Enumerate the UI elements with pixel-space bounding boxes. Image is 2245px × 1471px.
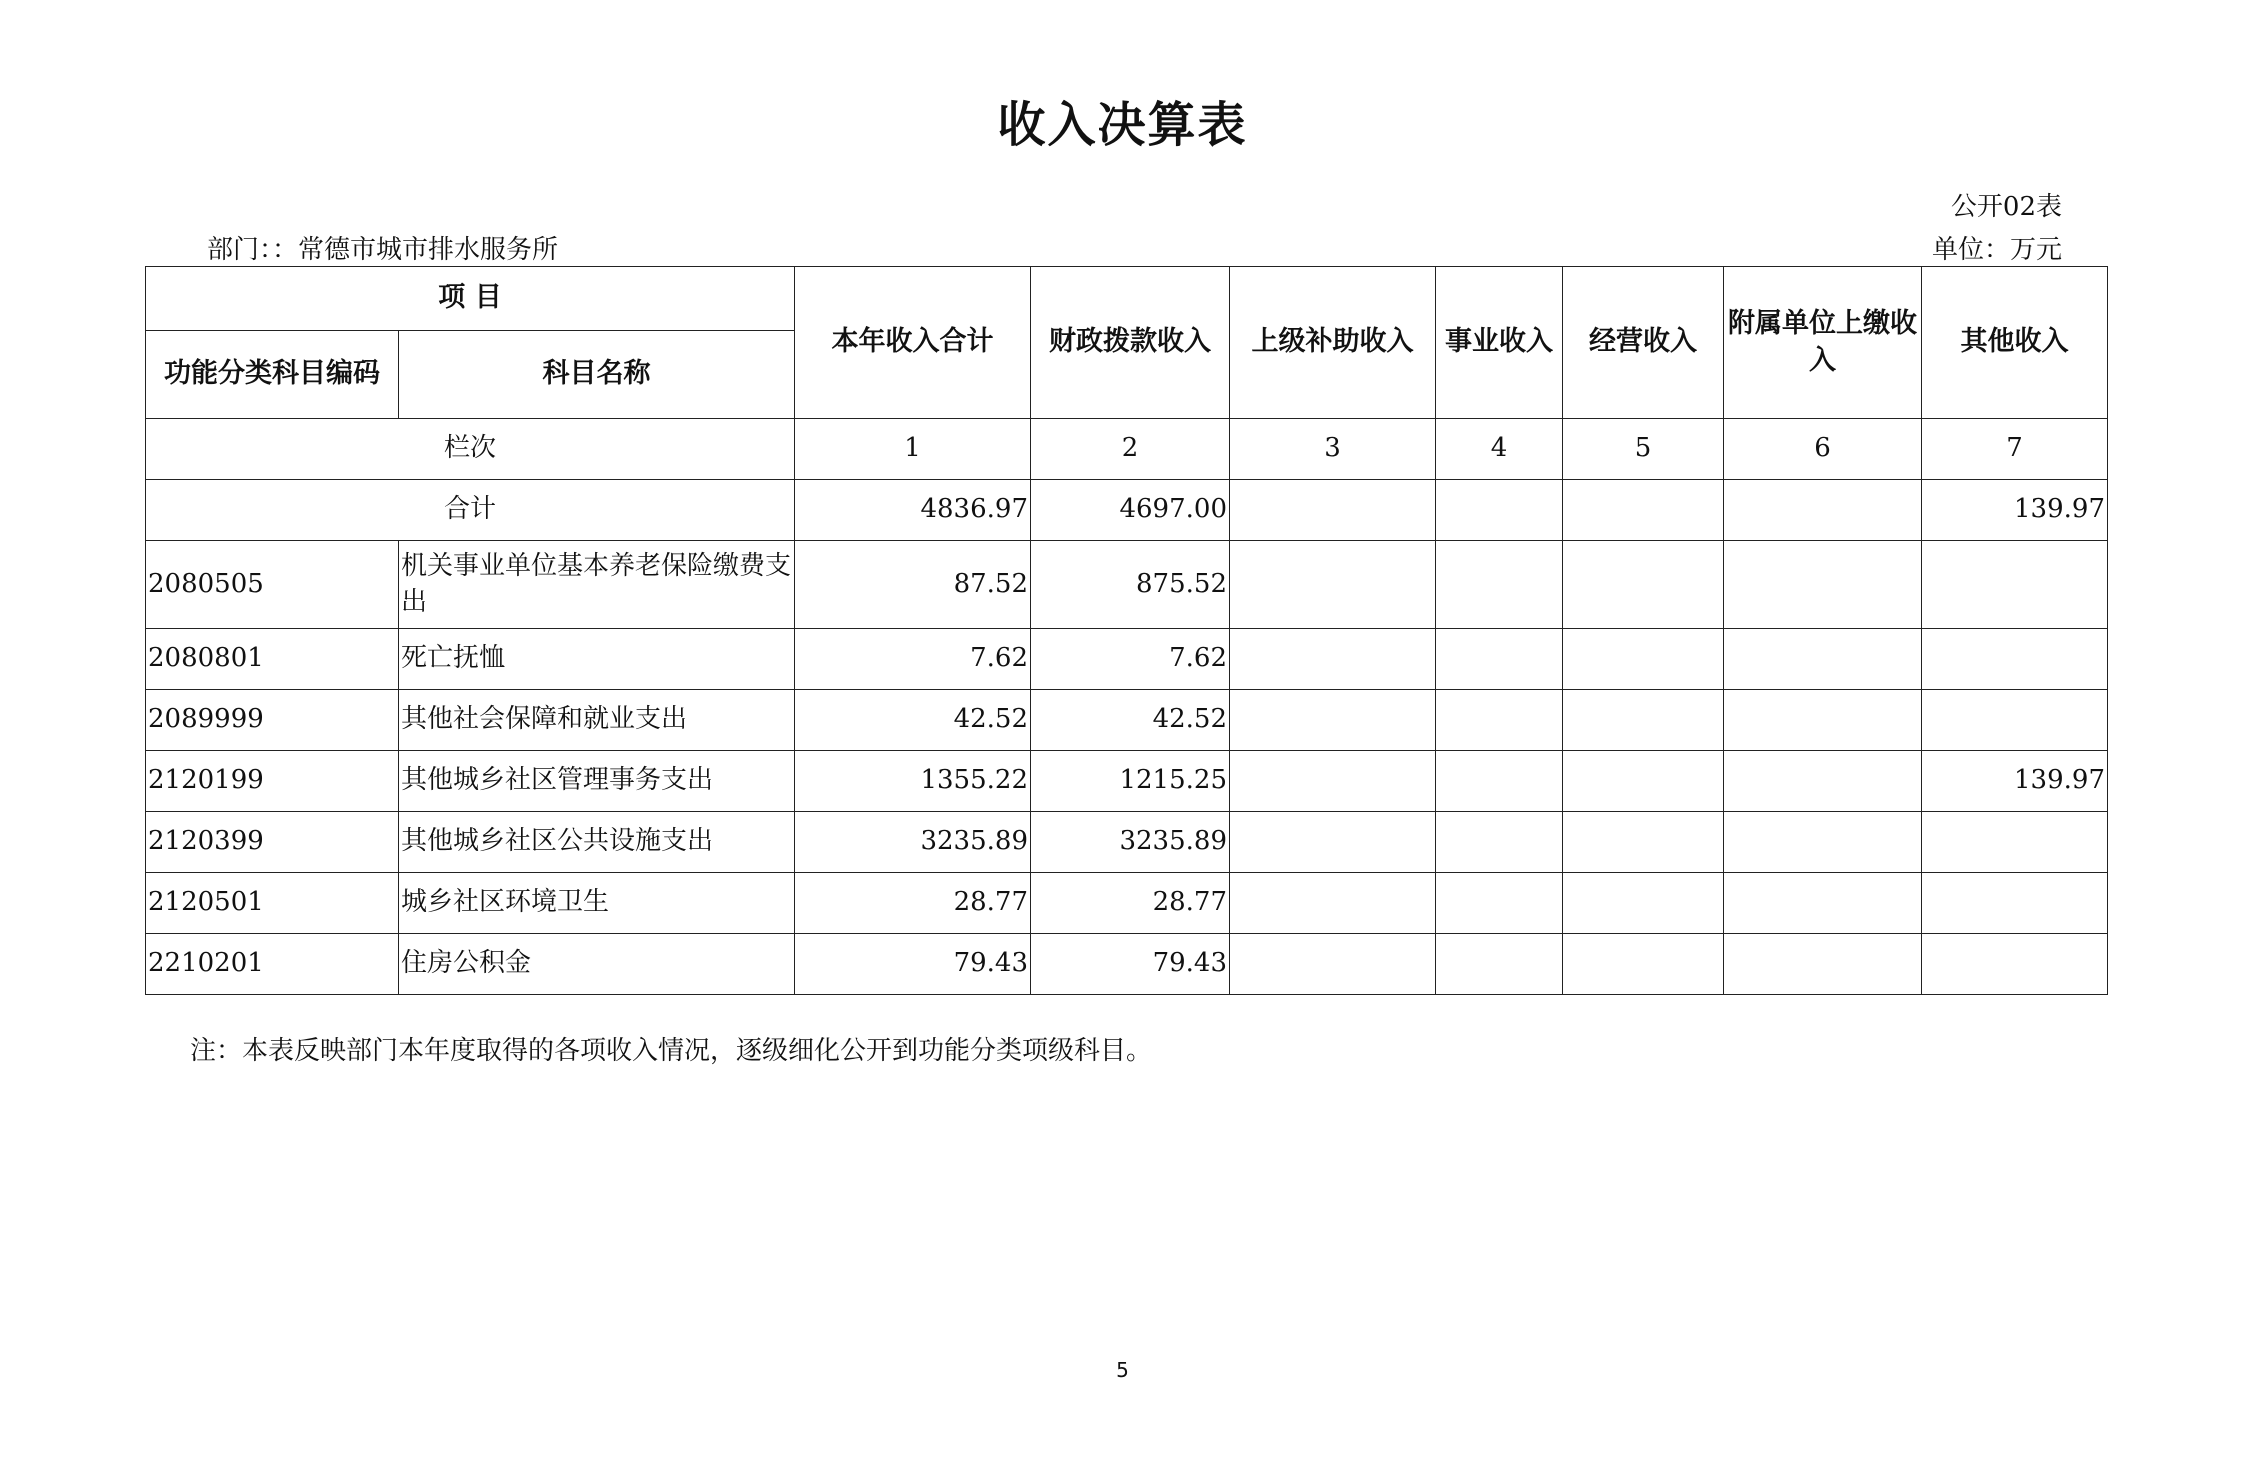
header-code: 功能分类科目编码 (146, 331, 399, 419)
value-cell (1922, 934, 2108, 995)
subject-name: 死亡抚恤 (399, 629, 795, 690)
subject-name: 其他城乡社区公共设施支出 (399, 812, 795, 873)
subject-code: 2080801 (146, 629, 399, 690)
value-cell: 28.77 (795, 873, 1031, 934)
page-number: 5 (1116, 1358, 1129, 1382)
value-cell (1563, 873, 1724, 934)
subject-code: 2080505 (146, 541, 399, 629)
subject-code: 2120501 (146, 873, 399, 934)
value-cell: 87.52 (795, 541, 1031, 629)
header-operating: 经营收入 (1563, 267, 1724, 419)
column-index-3: 3 (1230, 419, 1436, 480)
value-cell (1724, 751, 1922, 812)
subject-name: 机关事业单位基本养老保险缴费支出 (399, 541, 795, 629)
value-cell: 3235.89 (795, 812, 1031, 873)
value-cell: 1215.25 (1031, 751, 1230, 812)
value-cell (1436, 873, 1563, 934)
table-row (146, 690, 2108, 751)
table-row (146, 934, 2108, 995)
subject-code: 2210201 (146, 934, 399, 995)
department-label: 部门：：常德市城市排水服务所 (207, 235, 559, 265)
subject-name: 住房公积金 (399, 934, 795, 995)
subject-code: 2120399 (146, 812, 399, 873)
total-cell: 139.97 (1922, 480, 2108, 541)
header-total: 本年收入合计 (795, 267, 1031, 419)
total-cell: 4836.97 (795, 480, 1031, 541)
page-title: 收入决算表 (997, 97, 1248, 153)
value-cell (1230, 812, 1436, 873)
value-cell (1436, 541, 1563, 629)
total-row (146, 480, 2108, 541)
value-cell (1724, 812, 1922, 873)
value-cell (1922, 541, 2108, 629)
subject-name: 其他社会保障和就业支出 (399, 690, 795, 751)
value-cell (1563, 751, 1724, 812)
value-cell (1563, 541, 1724, 629)
column-index-label: 栏次 (146, 419, 795, 480)
value-cell (1230, 873, 1436, 934)
header-name: 科目名称 (399, 331, 795, 419)
value-cell: 7.62 (795, 629, 1031, 690)
value-cell (1436, 690, 1563, 751)
value-cell: 3235.89 (1031, 812, 1230, 873)
header-superior: 上级补助收入 (1230, 267, 1436, 419)
value-cell (1230, 629, 1436, 690)
table-note: 注：本表反映部门本年度取得的各项收入情况，逐级细化公开到功能分类项级科目。 (190, 1036, 1153, 1066)
value-cell: 139.97 (1922, 751, 2108, 812)
table-row (146, 812, 2108, 873)
value-cell (1230, 934, 1436, 995)
header-project: 项 目 (146, 267, 795, 331)
column-index-2: 2 (1031, 419, 1230, 480)
header-other: 其他收入 (1922, 267, 2108, 419)
value-cell (1922, 629, 2108, 690)
value-cell (1563, 690, 1724, 751)
value-cell (1230, 690, 1436, 751)
total-label: 合计 (146, 480, 795, 541)
value-cell (1563, 629, 1724, 690)
column-index-7: 7 (1922, 419, 2108, 480)
value-cell: 42.52 (795, 690, 1031, 751)
value-cell (1563, 934, 1724, 995)
value-cell: 7.62 (1031, 629, 1230, 690)
unit-label: 单位：万元 (1931, 235, 2062, 265)
value-cell: 28.77 (1031, 873, 1230, 934)
column-index-6: 6 (1724, 419, 1922, 480)
table-row (146, 873, 2108, 934)
form-number: 公开02表 (1950, 192, 2062, 222)
value-cell (1563, 812, 1724, 873)
total-cell: 4697.00 (1031, 480, 1230, 541)
subject-code: 2089999 (146, 690, 399, 751)
table-row (146, 629, 2108, 690)
subject-name: 城乡社区环境卫生 (399, 873, 795, 934)
header-fiscal: 财政拨款收入 (1031, 267, 1230, 419)
value-cell (1724, 541, 1922, 629)
value-cell: 42.52 (1031, 690, 1230, 751)
value-cell (1724, 629, 1922, 690)
value-cell (1436, 934, 1563, 995)
total-cell (1230, 480, 1436, 541)
value-cell (1922, 812, 2108, 873)
value-cell (1724, 690, 1922, 751)
column-index-1: 1 (795, 419, 1031, 480)
subject-name: 其他城乡社区管理事务支出 (399, 751, 795, 812)
column-index-row (146, 419, 2108, 480)
value-cell (1230, 751, 1436, 812)
value-cell: 875.52 (1031, 541, 1230, 629)
value-cell (1724, 873, 1922, 934)
subject-code: 2120199 (146, 751, 399, 812)
column-index-5: 5 (1563, 419, 1724, 480)
value-cell (1230, 541, 1436, 629)
value-cell (1724, 934, 1922, 995)
table-row (146, 751, 2108, 812)
value-cell (1436, 629, 1563, 690)
value-cell: 1355.22 (795, 751, 1031, 812)
header-affiliated: 附属单位上缴收入 (1724, 267, 1922, 419)
total-cell (1436, 480, 1563, 541)
value-cell (1436, 812, 1563, 873)
income-table (145, 266, 2108, 995)
header-business: 事业收入 (1436, 267, 1563, 419)
table-row (146, 541, 2108, 629)
value-cell (1922, 873, 2108, 934)
total-cell (1563, 480, 1724, 541)
value-cell (1922, 690, 2108, 751)
column-index-4: 4 (1436, 419, 1563, 480)
total-cell (1724, 480, 1922, 541)
value-cell: 79.43 (1031, 934, 1230, 995)
value-cell (1436, 751, 1563, 812)
value-cell: 79.43 (795, 934, 1031, 995)
